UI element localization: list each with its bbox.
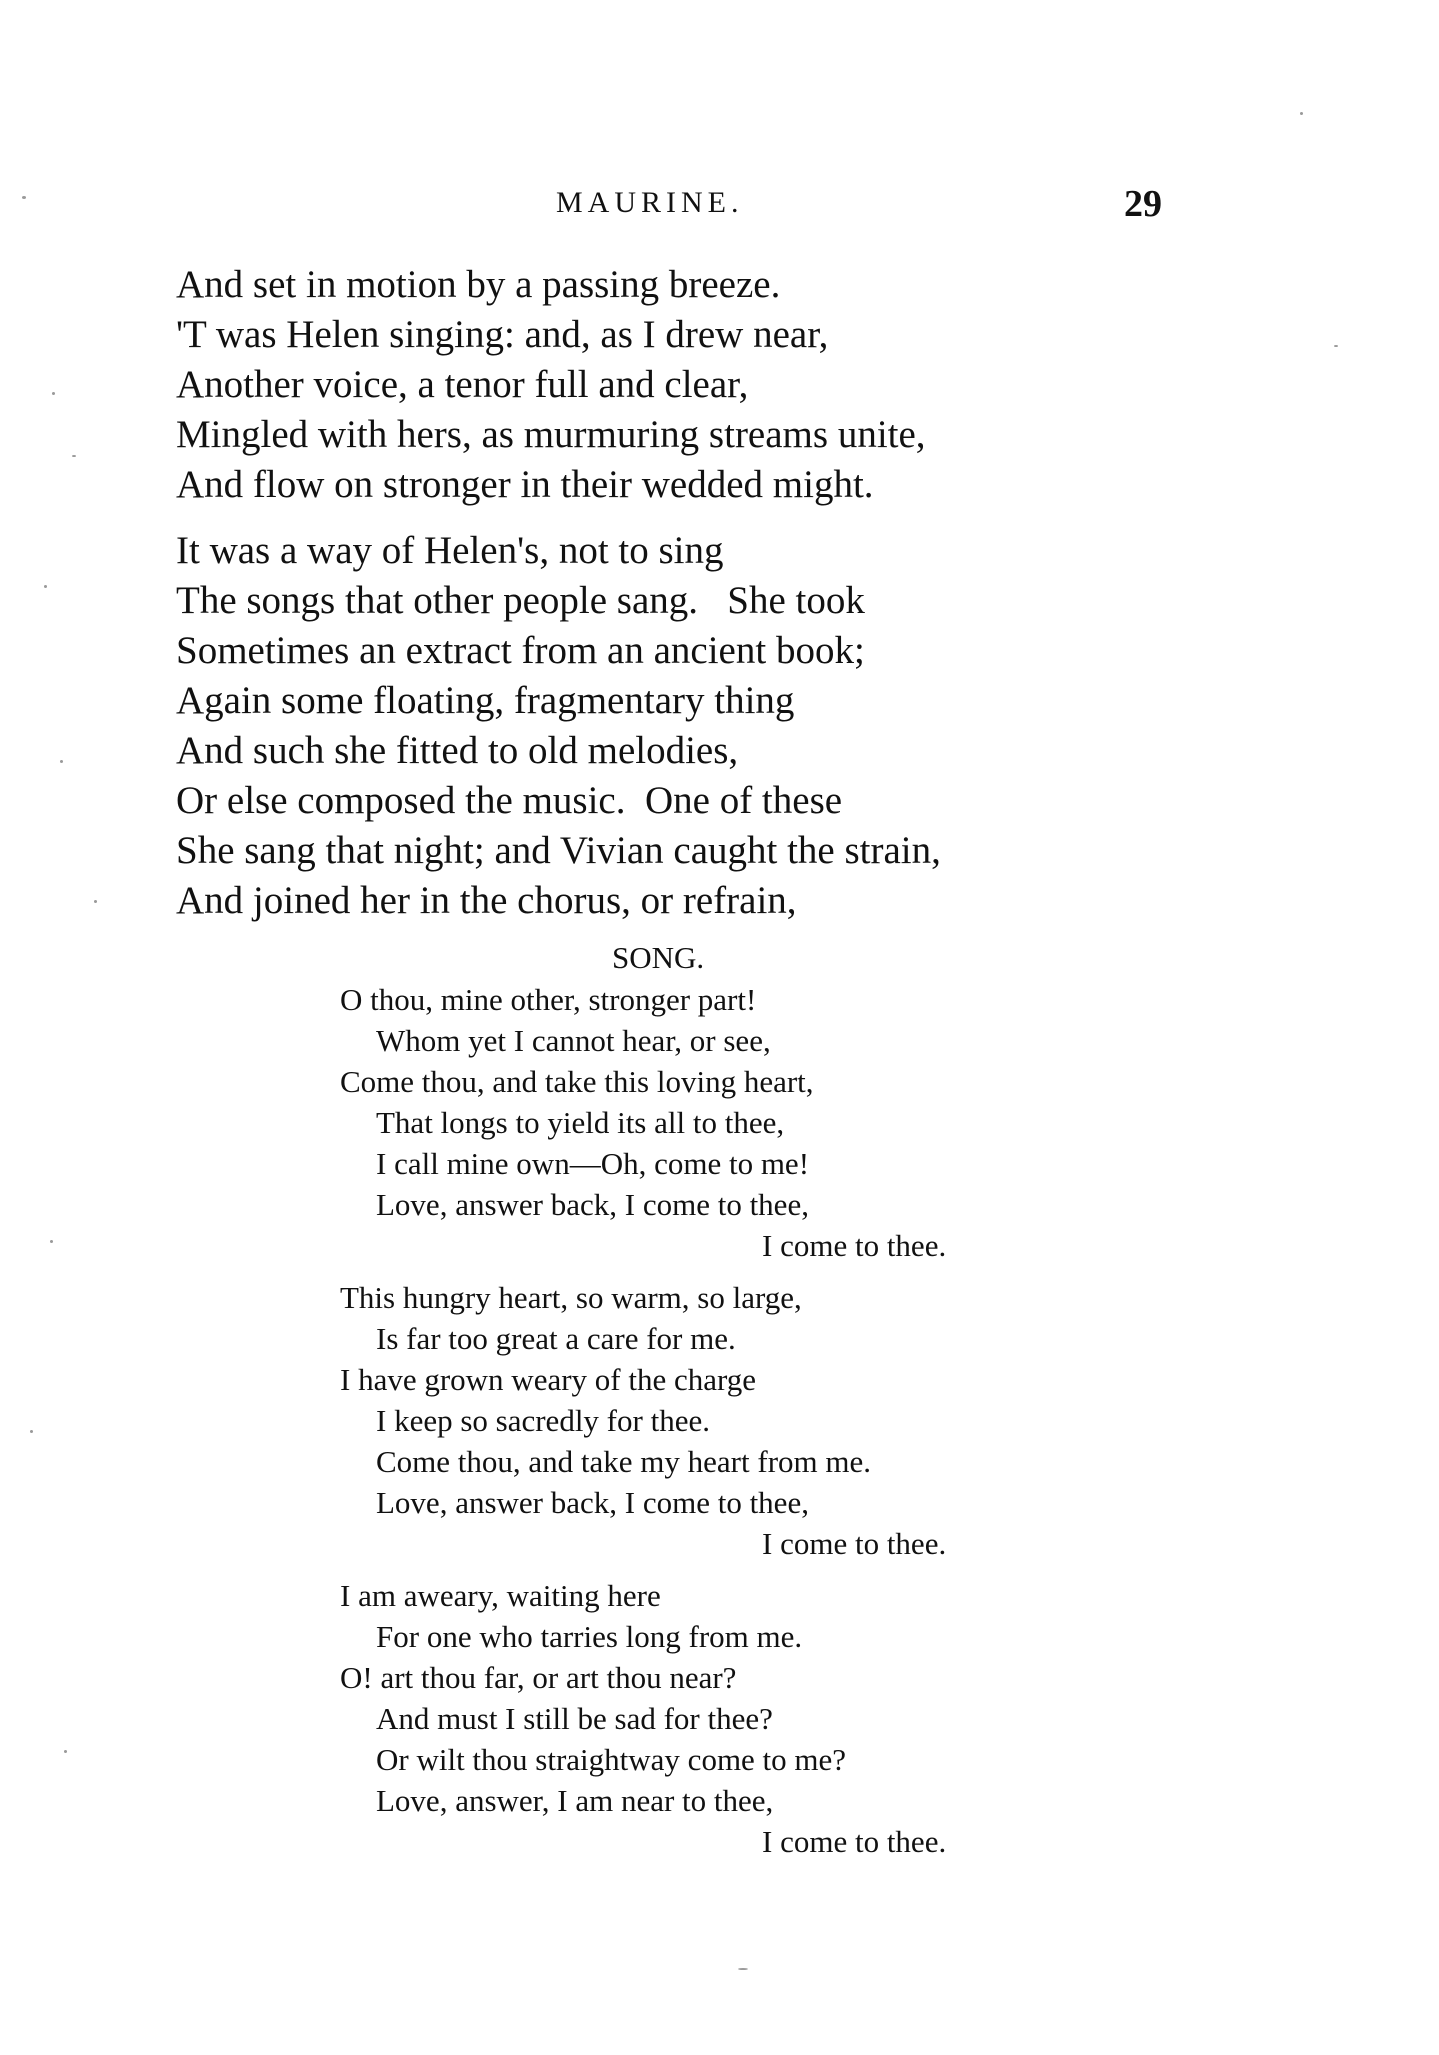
poem-line: She sang that night; and Vivian caught the strain,	[176, 829, 941, 872]
print-speck	[94, 900, 97, 903]
song-title: SONG.	[612, 940, 705, 975]
song-line: Come thou, and take my heart from me.	[376, 1444, 872, 1479]
print-speck	[1300, 112, 1303, 115]
print-speck	[60, 760, 63, 763]
poem-line: And joined her in the chorus, or refrain,	[176, 879, 797, 922]
song-refrain: I come to thee.	[762, 1824, 947, 1859]
poem-line: It was a way of Helen's, not to sing	[176, 529, 724, 572]
print-speck	[72, 455, 76, 457]
poem-line: Or else composed the music. One of these	[176, 779, 843, 822]
print-speck	[22, 196, 26, 199]
song-line: Love, answer back, I come to thee,	[376, 1485, 809, 1520]
print-speck	[44, 585, 47, 588]
song-line: Come thou, and take this loving heart,	[340, 1064, 814, 1099]
song-line: This hungry heart, so warm, so large,	[340, 1280, 802, 1315]
running-title: MAURINE.	[556, 186, 744, 219]
song-line: I keep so sacredly for thee.	[376, 1403, 710, 1438]
song-line: For one who tarries long from me.	[376, 1619, 803, 1654]
song-line: I call mine own—Oh, come to me!	[376, 1146, 810, 1181]
poem-line: Another voice, a tenor full and clear,	[176, 363, 749, 406]
poem-line: And flow on stronger in their wedded might.	[176, 463, 874, 506]
song-line: O thou, mine other, stronger part!	[340, 982, 757, 1017]
poem-line: 'T was Helen singing: and, as I drew near,	[176, 313, 829, 356]
song-line: Or wilt thou straightway come to me?	[376, 1742, 847, 1777]
print-speck	[738, 1968, 748, 1970]
poem-line: Sometimes an extract from an ancient book;	[176, 629, 865, 672]
song-line: That longs to yield its all to thee,	[376, 1105, 785, 1140]
song-line: Love, answer back, I come to thee,	[376, 1187, 809, 1222]
print-speck	[30, 1430, 33, 1433]
page-number: 29	[1124, 183, 1162, 225]
poem-line: Mingled with hers, as murmuring streams unite,	[176, 413, 926, 456]
song-line: Is far too great a care for me.	[376, 1321, 736, 1356]
song-line: O! art thou far, or art thou near?	[340, 1660, 737, 1695]
song-refrain: I come to thee.	[762, 1526, 947, 1561]
song-refrain: I come to thee.	[762, 1228, 947, 1263]
song-line: I have grown weary of the charge	[340, 1362, 757, 1397]
song-line: Love, answer, I am near to thee,	[376, 1783, 774, 1818]
poem-line: The songs that other people sang. She took	[176, 579, 865, 622]
poem-line: Again some floating, fragmentary thing	[176, 679, 795, 722]
poem-line: And such she fitted to old melodies,	[176, 729, 739, 772]
song-line: Whom yet I cannot hear, or see,	[376, 1023, 771, 1058]
song-line: And must I still be sad for thee?	[376, 1701, 773, 1736]
print-speck	[64, 1750, 67, 1753]
poem-line: And set in motion by a passing breeze.	[176, 263, 781, 306]
song-line: I am aweary, waiting here	[340, 1578, 661, 1613]
print-speck	[1334, 345, 1338, 347]
print-speck	[52, 392, 55, 395]
print-speck	[50, 1240, 53, 1243]
